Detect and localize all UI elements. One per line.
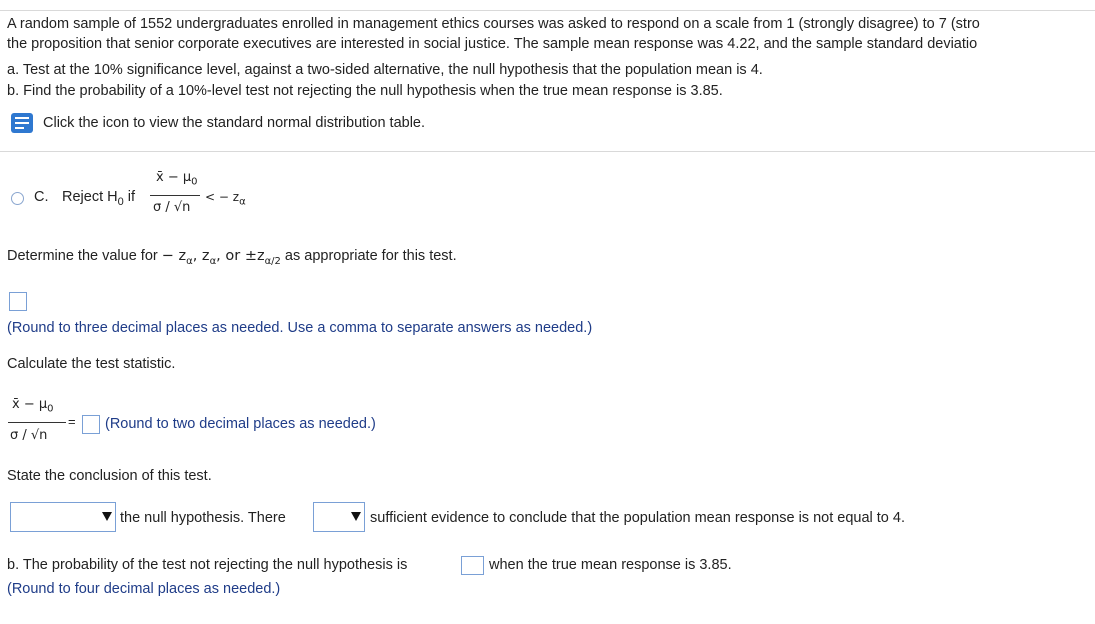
prob-hint: (Round to four decimal places as needed.) <box>7 581 281 597</box>
conclusion-prompt: State the conclusion of this test. <box>7 468 212 484</box>
conclusion-text-1: the null hypothesis. There <box>120 510 286 526</box>
question-line-2: the proposition that senior corporate executives are interested in social justice. The sample mean response was 4.22, and the sample standard deviatio <box>7 36 978 52</box>
probability-input[interactable] <box>461 556 484 575</box>
test-statistic-input[interactable] <box>82 415 100 434</box>
stat-hint: (Round to two decimal places as needed.) <box>105 416 376 432</box>
option-c-text: Reject $H_0$ if <box>62 189 136 208</box>
option-c-fraction-bar <box>150 195 200 196</box>
stat-fraction-bar <box>8 422 66 423</box>
section-divider <box>0 151 1095 152</box>
evidence-dropdown[interactable] <box>313 502 365 532</box>
question-line-1: A random sample of 1552 undergraduates enrolled in management ethics courses was asked to respond on a scale from 1 (strongly disagree) to 7 (stro <box>7 16 980 32</box>
option-c-radio[interactable] <box>11 192 24 205</box>
stat-denominator: σ / √n <box>10 428 48 443</box>
option-c-numerator: x̄ − $\mu_0$ <box>156 170 198 188</box>
critical-prompt: Determine the value for − $z_\alpha$, $z_\alpha$, or $\pm z_{\alpha/2}$ as appropriate for this test. <box>7 248 457 267</box>
prob-text-2: when the true mean response is 3.85. <box>489 557 732 573</box>
question-part-b: b. Find the probability of a 10%-level test not rejecting the null hypothesis when the true mean response is 3.85. <box>7 83 723 99</box>
chevron-down-icon <box>102 512 112 521</box>
stat-equals: = <box>68 414 76 429</box>
critical-hint: (Round to three decimal places as needed. Use a comma to separate answers as needed.) <box>7 320 593 336</box>
table-icon[interactable] <box>10 112 34 134</box>
top-divider <box>0 10 1095 11</box>
stat-numerator: x̄ − $\mu_0$ <box>12 397 54 415</box>
option-c-letter: C. <box>34 189 49 205</box>
table-link[interactable]: Click the icon to view the standard normal distribution table. <box>43 115 426 131</box>
option-c-relation: < − $z_\alpha$ <box>205 190 246 208</box>
conclusion-text-2: sufficient evidence to conclude that the population mean response is not equal to 4. <box>370 510 905 526</box>
prob-text-1: b. The probability of the test not rejecting the null hypothesis is <box>7 557 408 573</box>
question-part-a: a. Test at the 10% significance level, against a two-sided alternative, the null hypothesis that the population mean is 4. <box>7 62 763 78</box>
chevron-down-icon <box>351 512 361 521</box>
critical-value-input[interactable] <box>9 292 27 311</box>
stat-prompt: Calculate the test statistic. <box>7 356 176 372</box>
reject-decision-dropdown[interactable] <box>10 502 116 532</box>
option-c-denominator: σ / √n <box>153 200 191 215</box>
